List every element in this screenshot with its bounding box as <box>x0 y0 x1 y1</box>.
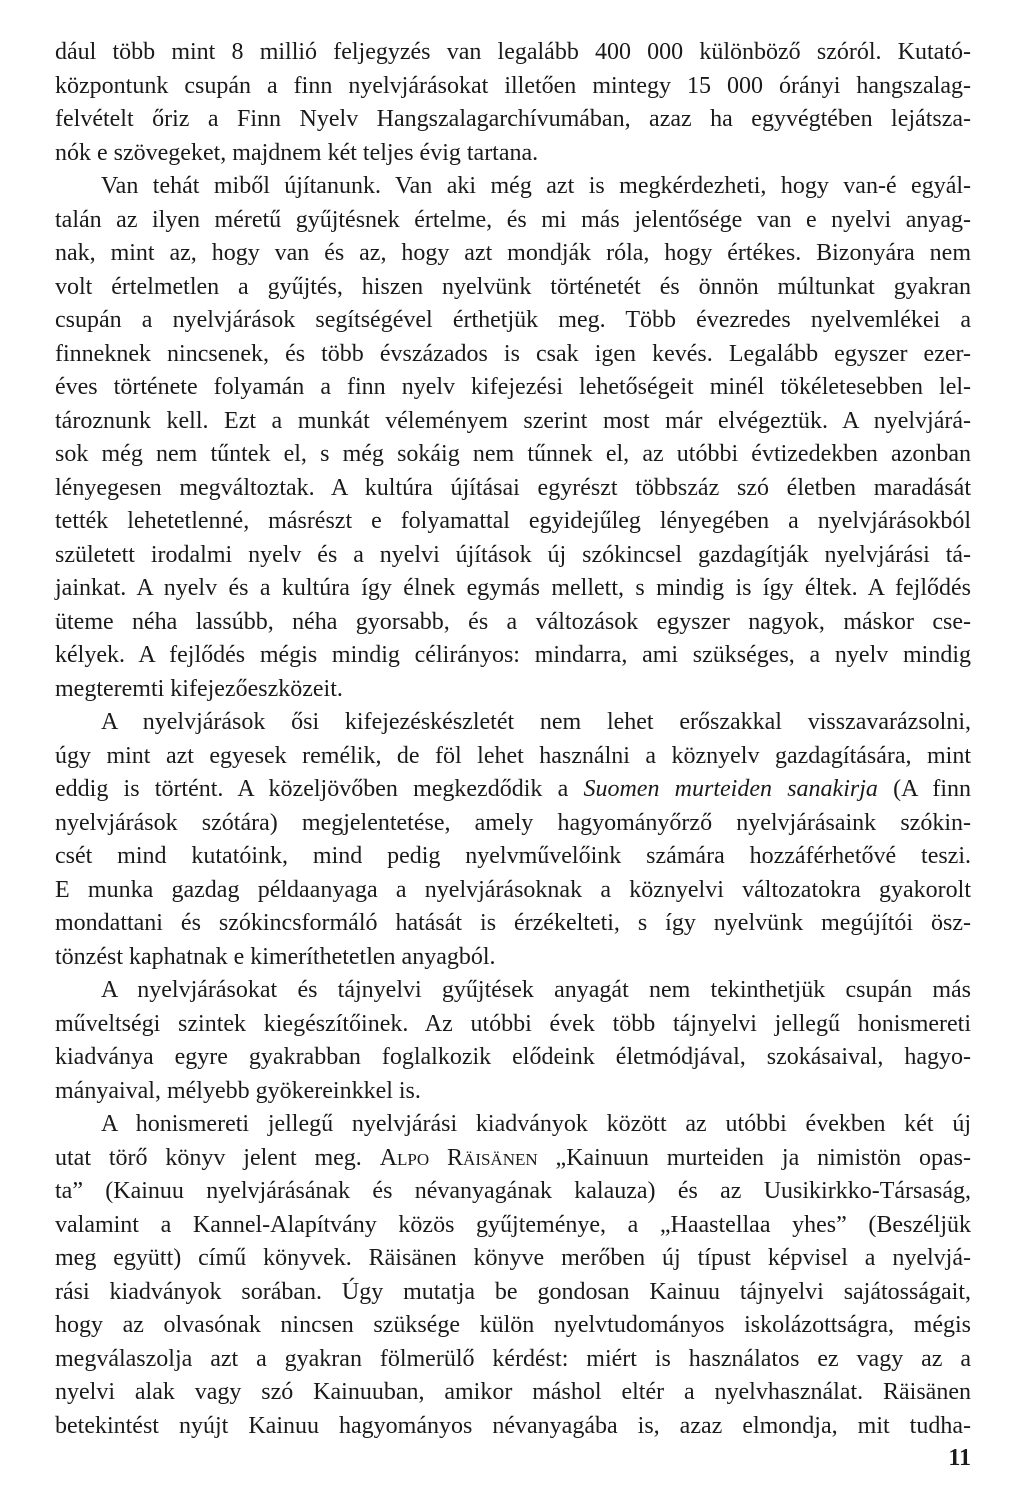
line-text: A nyelvjárások ősi kifejezéskészletét nem lehet erőszakkal visszavarázsolni, <box>101 709 971 735</box>
line-text: hogy az olvasónak nincsen szüksége külön nyelvtudományos iskolázottságra, mégis <box>55 1312 971 1338</box>
line-text: nak, mint az, hogy van és az, hogy azt mondják róla, hogy értékes. Bizonyára nem <box>55 240 971 266</box>
text-line <box>55 338 971 372</box>
line-text: mondattani és szókincsformáló hatását is érzékelteti, s így nyelvünk megújítói ösz- <box>55 910 971 936</box>
line-text: tároznunk kell. Ezt a munkát véleményem szerint most már elvégeztük. A nyelvjárá- <box>55 407 971 434</box>
line-text: jainkat. A nyelv és a kultúra így élnek egymás mellett, s mindig is így éltek. A fejlődés <box>55 575 971 601</box>
text-line <box>55 1276 971 1310</box>
line-text: nók e szövegeket, majdnem két teljes évig tartana. <box>55 139 539 166</box>
text-line <box>55 137 971 171</box>
line-text: tönzést kaphatnak e kimeríthetetlen anyagból. <box>55 943 496 970</box>
text-line <box>55 1309 971 1343</box>
text-line <box>55 874 971 908</box>
book-title-italic: Suomen murteiden sanakirja <box>583 776 878 802</box>
text-line <box>55 1041 971 1075</box>
line-text-continued: „Kainuun murteiden ja nimistön opas- <box>537 1144 971 1171</box>
text-line <box>55 807 971 841</box>
line-text: csupán a nyelvjárások segítségével érthetjük meg. Több évezredes nyelvemlékei a <box>55 307 971 333</box>
page-number: 11 <box>948 1445 971 1471</box>
text-line <box>55 740 971 774</box>
text-line <box>55 1242 971 1276</box>
text-line <box>55 706 971 740</box>
line-text: volt értelmetlen a gyűjtés, hiszen nyelvünk történetét és önnön múltunkat gyakran <box>55 273 971 300</box>
text-line <box>55 1175 971 1209</box>
line-text: talán az ilyen méretű gyűjtésnek értelme, és mi más jelentősége van e nyelvi anyag- <box>55 206 971 233</box>
text-line <box>55 639 971 673</box>
text-line <box>55 438 971 472</box>
text-line <box>55 371 971 405</box>
line-text: üteme néha lassúbb, néha gyorsabb, és a változások egyszer nagyok, máskor cse- <box>55 608 971 635</box>
text-line <box>55 170 971 204</box>
text-line <box>55 1075 971 1109</box>
line-text: rási kiadványok sorában. Úgy mutatja be gondosan Kainuu tájnyelvi sajátosságait, <box>55 1278 971 1305</box>
text-line <box>55 70 971 104</box>
line-text: felvételt őriz a Finn Nyelv Hangszalagarchívumában, azaz ha egyvégtében lejátsza- <box>55 106 971 132</box>
text-line <box>55 1108 971 1142</box>
line-text: született irodalmi nyelv és a nyelvi újítások új szókincsel gazdagítják nyelvjárási tá- <box>55 541 971 568</box>
text-line <box>55 1343 971 1377</box>
line-text: nyelvjárások szótára) megjelentetése, amely hagyományőrző nyelvjárásaink szókin- <box>55 809 971 836</box>
line-text: E munka gazdag példaanyaga a nyelvjárásoknak a köznyelvi változatokra gyakorolt <box>55 876 971 903</box>
text-line <box>55 673 971 707</box>
line-text: eddig is történt. A közeljövőben megkezdődik a <box>55 776 584 802</box>
line-text: betekintést nyújt Kainuu hagyományos névanyagába is, azaz elmondja, mit tudha- <box>55 1412 971 1439</box>
line-text-continued: (A finn <box>877 776 971 802</box>
line-text: éves története folyamán a finn nyelv kifejezési lehetőségeit minél tökéletesebben lel- <box>55 374 971 400</box>
line-text: nyelvi alak vagy szó Kainuuban, amikor máshol eltér a nyelvhasználat. Räisänen <box>55 1379 971 1405</box>
line-text: csét mind kutatóink, mind pedig nyelvművelőink számára hozzáférhetővé teszi. <box>55 843 971 869</box>
text-line <box>55 1410 971 1444</box>
text-line <box>55 36 971 70</box>
text-line <box>55 204 971 238</box>
line-text: tették lehetetlenné, másrészt e folyamattal egyidejűleg lényegében a nyelvjárásokból <box>55 508 971 534</box>
line-text: megteremti kifejezőeszközeit. <box>55 675 343 702</box>
line-text: megválaszolja azt a gyakran fölmerülő kérdést: miért is használatos ez vagy az a <box>55 1345 971 1372</box>
text-line <box>55 472 971 506</box>
text-line <box>55 606 971 640</box>
line-text: A honismereti jellegű nyelvjárási kiadványok között az utóbbi években két új <box>101 1111 971 1137</box>
line-text: úgy mint azt egyesek remélik, de föl lehet használni a köznyelv gazdagítására, mint <box>55 742 971 769</box>
text-line <box>55 1142 971 1176</box>
text-line <box>55 539 971 573</box>
text-line <box>55 907 971 941</box>
text-line <box>55 840 971 874</box>
text-line <box>55 572 971 606</box>
text-line <box>55 405 971 439</box>
text-line <box>55 1209 971 1243</box>
page-body <box>55 36 971 1443</box>
line-text: utat törő könyv jelent meg. <box>55 1144 380 1171</box>
line-text: dául több mint 8 millió feljegyzés van legalább 400 000 különböző szóról. Kutató- <box>55 39 971 65</box>
line-text: valamint a Kannel-Alapítvány közös gyűjteménye, a „Haastellaa yhes” (Beszéljük <box>55 1211 971 1238</box>
text-line <box>55 773 971 807</box>
line-text: sok még nem tűntek el, s még sokáig nem tűnnek el, az utóbbi évtizedekben azonban <box>55 441 971 467</box>
text-line <box>55 103 971 137</box>
line-text: Van tehát miből újítanunk. Van aki még azt is megkérdezheti, hogy van-é egyál- <box>101 173 971 199</box>
line-text: kélyek. A fejlődés mégis mindig célirányos: mindarra, ami szükséges, a nyelv mindig <box>55 642 971 668</box>
line-text: központunk csupán a finn nyelvjárásokat illetően mintegy 15 000 órányi hangszalag- <box>55 72 971 99</box>
line-text: A nyelvjárásokat és tájnyelvi gyűjtések anyagát nem tekinthetjük csupán más <box>101 977 971 1003</box>
line-text: mányaival, mélyebb gyökereinkkel is. <box>55 1077 421 1104</box>
line-text: lényegesen megváltoztak. A kultúra újításai egyrészt többszáz szó életben maradását <box>55 474 971 501</box>
line-text: műveltségi szintek kiegészítőinek. Az utóbbi évek több tájnyelvi jellegű honismereti <box>55 1010 971 1037</box>
text-line <box>55 1008 971 1042</box>
text-line <box>55 1376 971 1410</box>
line-text: kiadványa egyre gyakrabban foglalkozik elődeink életmódjával, szokásaival, hagyo- <box>55 1044 971 1070</box>
text-line <box>55 974 971 1008</box>
text-line <box>55 941 971 975</box>
text-line <box>55 304 971 338</box>
author-name-smallcaps: Alpo Räisänen <box>379 1144 538 1171</box>
line-text: meg együtt) című könyvek. Räisänen könyve merőben új típust képvisel a nyelvjá- <box>55 1245 971 1271</box>
line-text: ta” (Kainuu nyelvjárásának és névanyagának kalauza) és az Uusikirkko-Társaság, <box>55 1178 971 1204</box>
text-line <box>55 505 971 539</box>
text-line <box>55 271 971 305</box>
text-line <box>55 237 971 271</box>
line-text: finneknek nincsenek, és több évszázados is csak igen kevés. Legalább egyszer ezer- <box>55 340 971 367</box>
